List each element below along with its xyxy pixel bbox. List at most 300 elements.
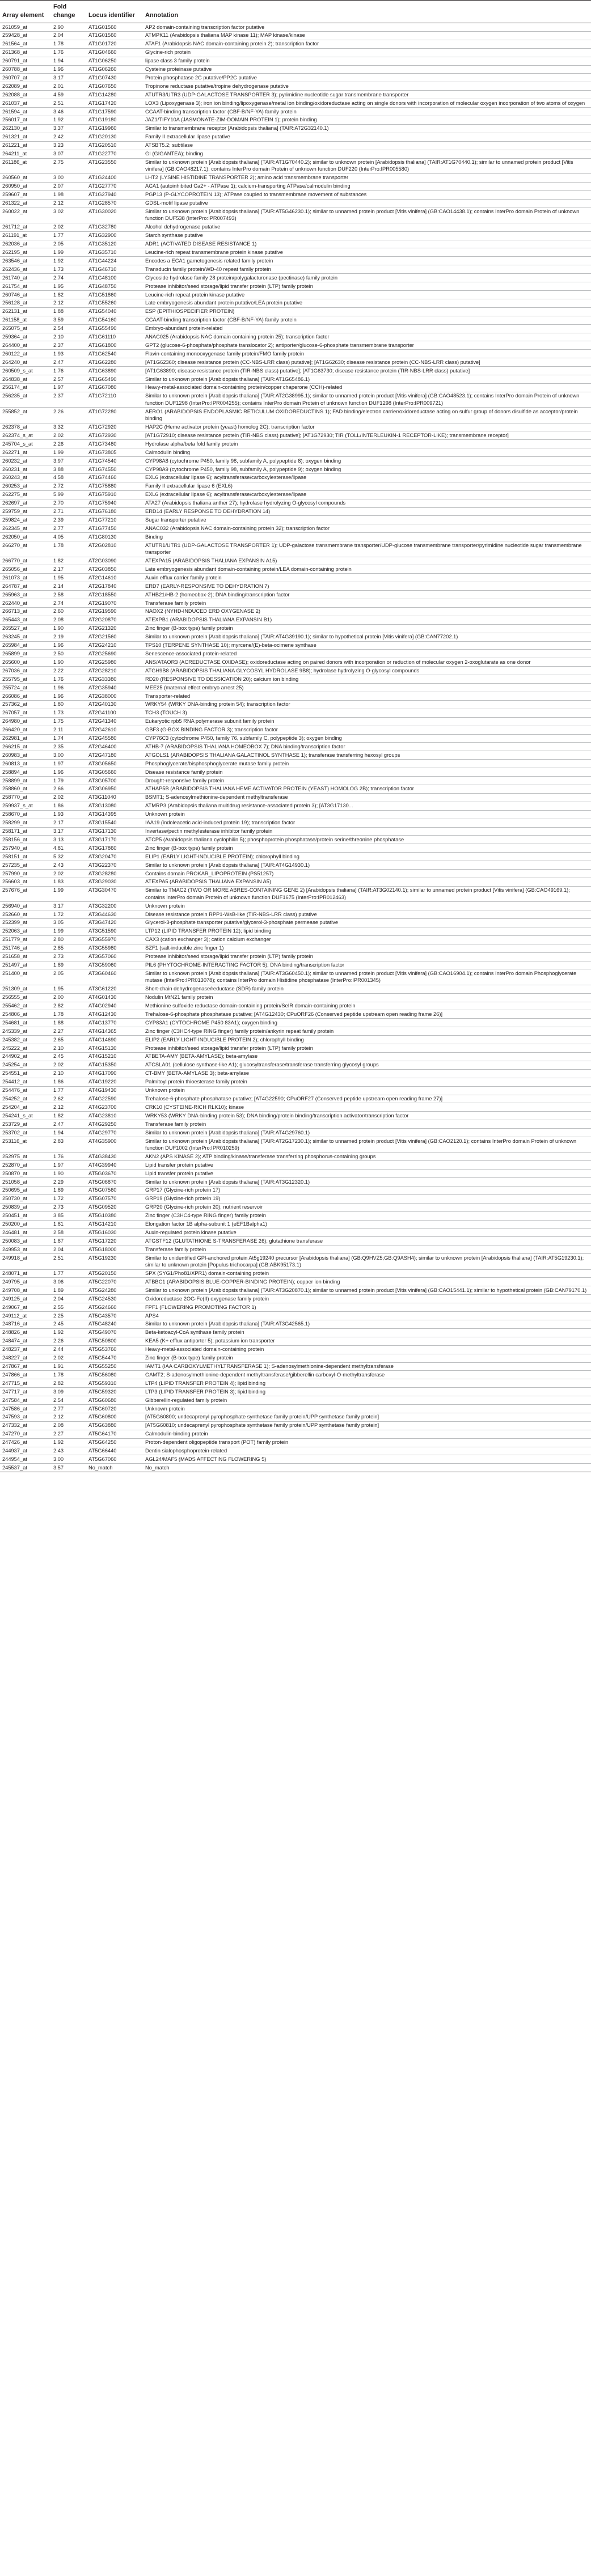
cell-locus-identifier: AT2G25690 [88, 650, 117, 656]
cell-array-element: 256128_at [2, 300, 27, 306]
table-row [0, 1052, 591, 1061]
cell-locus-identifier: AT1G77450 [88, 525, 117, 531]
cell-array-element: 255462_at [2, 1003, 27, 1009]
cell-annotation: Drought-responsive family protein [145, 777, 224, 783]
cell-locus-identifier: AT3G47420 [88, 920, 117, 926]
cell-locus-identifier: AT2G28210 [88, 667, 117, 673]
cell-array-element: 262131_at [2, 308, 27, 315]
cell-locus-identifier: AT1G80130 [88, 533, 117, 540]
table-row [0, 785, 591, 793]
cell-array-element: 262440_at [2, 600, 27, 606]
cell-fold-change: 2.74 [53, 600, 64, 606]
cell-fold-change: 1.90 [53, 659, 64, 665]
cell-locus-identifier: AT4G29250 [88, 1121, 117, 1127]
cell-array-element: 265443_at [2, 617, 27, 623]
cell-locus-identifier: AT1G35710 [88, 249, 117, 255]
cell-fold-change: 2.37 [53, 393, 64, 399]
cell-array-element: 260509_s_at [2, 367, 33, 374]
table-row [0, 1010, 591, 1019]
table-row [0, 574, 591, 582]
cell-annotation: APS4 [145, 1312, 159, 1319]
cell-annotation: Similar to unknown protein [Arabidopsis thaliana] (TAIR:AT3G12320.1) [145, 1179, 310, 1185]
cell-array-element: 249067_at [2, 1304, 27, 1310]
cell-annotation: ATUTR1/UTR1 (UDP-GALACTOSE TRANSPORTER 1); UDP-galactose transmembrane transporter/UDP-glucose transmembrane transporter/pyrimidine nucleotide sugar transmembrane transporter [145, 542, 582, 556]
table-row [0, 1069, 591, 1078]
cell-fold-change: 2.74 [53, 274, 64, 281]
cell-array-element: 266770_at [2, 558, 27, 564]
cell-array-element: 265899_at [2, 650, 27, 656]
table-row [0, 150, 591, 158]
cell-array-element: 263546_at [2, 257, 27, 264]
cell-locus-identifier: AT1G75940 [88, 500, 117, 506]
cell-annotation: Tropinone reductase putative/tropine dehydrogenase putative [145, 83, 289, 89]
table-row [0, 141, 591, 150]
cell-fold-change: 2.77 [53, 525, 64, 531]
table-row [0, 591, 591, 599]
cell-fold-change: 1.97 [53, 760, 64, 766]
cell-locus-identifier: AT5G07560 [88, 1187, 117, 1193]
cell-fold-change: 3.57 [53, 1464, 64, 1471]
cell-array-element: 252399_at [2, 920, 27, 926]
cell-locus-identifier: AT1G44224 [88, 257, 117, 264]
cell-fold-change: 1.81 [53, 1221, 64, 1227]
cell-locus-identifier: AT4G39940 [88, 1162, 117, 1168]
cell-fold-change: 1.98 [53, 192, 64, 198]
cell-annotation: Proton-dependent oligopeptide transport (POT) family protein [145, 1439, 289, 1446]
table-row [0, 944, 591, 952]
cell-locus-identifier: AT1G55260 [88, 300, 117, 306]
cell-fold-change: 1.82 [53, 291, 64, 298]
cell-array-element: 251658_at [2, 954, 27, 960]
cell-locus-identifier: AT3G15540 [88, 820, 117, 826]
cell-array-element: 261221_at [2, 142, 27, 149]
cell-array-element: 247426_at [2, 1439, 27, 1446]
cell-array-element: 251746_at [2, 945, 27, 951]
cell-annotation: Embryo-abundant protein-related [145, 325, 223, 332]
cell-fold-change: 1.92 [53, 1329, 64, 1336]
cell-locus-identifier: AT1G72280 [88, 408, 117, 414]
cell-locus-identifier: AT3G17170 [88, 836, 117, 842]
cell-fold-change: 1.79 [53, 777, 64, 783]
table-row [0, 844, 591, 853]
cell-locus-identifier: AT5G54470 [88, 1355, 117, 1361]
cell-array-element: 262195_at [2, 249, 27, 255]
cell-fold-change: 1.99 [53, 928, 64, 934]
cell-array-element: 248227_at [2, 1355, 27, 1361]
cell-array-element: 264240_at [2, 359, 27, 365]
cell-locus-identifier: AT4G15130 [88, 1045, 117, 1051]
cell-locus-identifier: AT4G15350 [88, 1062, 117, 1068]
cell-array-element: 249708_at [2, 1287, 27, 1293]
cell-annotation: Protease inhibitor/seed storage/lipid transfer protein (LTP) family protein [145, 954, 313, 960]
cell-annotation: ATGH9B8 (ARABIDOPSIS THALIANA GLYCOSYL HYDROLASE 9B8); hydrolase hydrolyzing O-glycosyl compounds [145, 667, 420, 673]
cell-array-element: 261186_at [2, 159, 27, 165]
cell-array-element: 258156_at [2, 836, 27, 842]
cell-array-element: 254551_at [2, 1070, 27, 1077]
cell-fold-change: 1.76 [53, 1153, 64, 1159]
cell-annotation: ELIP2 (EARLY LIGHT-INDUCIBLE PROTEIN 2); chlorophyll binding [145, 1036, 304, 1043]
table-row [0, 291, 591, 299]
cell-annotation: Leucine-rich repeat transmembrane protein kinase putative [145, 249, 283, 255]
cell-annotation: Methionine sulfoxide reductase domain-containing protein/SeIR domain-containing protein [145, 1003, 356, 1009]
cell-locus-identifier: AT2G21320 [88, 625, 117, 632]
cell-locus-identifier: AT5G20150 [88, 1270, 117, 1277]
cell-locus-identifier: AT1G51860 [88, 291, 117, 298]
cell-fold-change: 2.44 [53, 1346, 64, 1353]
cell-array-element: 261059_at [2, 24, 27, 30]
cell-array-element: 250695_at [2, 1187, 27, 1193]
cell-array-element: 265075_at [2, 325, 27, 332]
cell-annotation: ATHAP5B (ARABIDOPSIS THALIANA HEME ACTIVATOR PROTEIN (YEAST) HOMOLOG 2B); transcription factor [145, 786, 414, 792]
table-row [0, 1161, 591, 1170]
cell-fold-change: 3.00 [53, 1456, 64, 1462]
cell-fold-change: 2.12 [53, 1104, 64, 1110]
cell-annotation: lipase class 3 family protein [145, 58, 210, 64]
cell-fold-change: 2.75 [53, 159, 64, 165]
table-row [0, 199, 591, 207]
cell-annotation: Zinc finger (B-box type) family protein [145, 845, 233, 851]
cell-locus-identifier: AT3G05650 [88, 760, 117, 766]
cell-fold-change: 1.99 [53, 249, 64, 255]
table-row [0, 499, 591, 507]
cell-array-element: 256603_at [2, 879, 27, 885]
cell-array-element: 266270_at [2, 542, 27, 548]
cell-fold-change: 1.78 [53, 1011, 64, 1017]
cell-array-element: 260746_at [2, 291, 27, 298]
cell-annotation: Similar to unknown protein [Arabidopsis thaliana] (TAIR:AT1G65486.1) [145, 376, 310, 382]
cell-array-element: 257676_at [2, 887, 27, 893]
cell-locus-identifier: AT5G24530 [88, 1295, 117, 1302]
cell-fold-change: 1.86 [53, 803, 64, 809]
cell-fold-change: 2.51 [53, 100, 64, 106]
cell-fold-change: 1.96 [53, 684, 64, 690]
cell-fold-change: 1.73 [53, 710, 64, 716]
table-row [0, 524, 591, 533]
table-row [0, 582, 591, 591]
cell-annotation: Similar to unknown protein [Arabidopsis thaliana] (TAIR:AT3G60450.1); similar to unnamed protein product [Vitis vinifera] (GB:CAO16904.1); contains InterPro domain Phosphoglycerate mutase (InterPro:IPR013078); contains InterPro domain Histidine phosphatase (InterPro:IPR001345) [145, 970, 577, 984]
table-row [0, 1286, 591, 1295]
cell-array-element: 248237_at [2, 1346, 27, 1353]
cell-array-element: 265527_at [2, 625, 27, 632]
cell-fold-change: 5.99 [53, 492, 64, 498]
table-row [0, 1413, 591, 1421]
cell-annotation: Protease inhibitor/seed storage/lipid transfer protein (LTP) family protein [145, 1045, 313, 1051]
cell-array-element: 251058_at [2, 1179, 27, 1185]
cell-fold-change: 2.08 [53, 617, 64, 623]
cell-locus-identifier: AT5G18000 [88, 1246, 117, 1252]
cell-array-element: 248071_at [2, 1270, 27, 1277]
table-row [0, 1269, 591, 1278]
cell-annotation: ATUTR3/UTR3 (UDP-GALACTOSE TRANSPORTER 3); pyrimidine nucleotide sugar transmembrane transporter [145, 91, 409, 98]
cell-fold-change: 2.43 [53, 862, 64, 868]
cell-annotation: Oxidoreductase 2OG-Fe(II) oxygenase family protein [145, 1295, 269, 1302]
cell-array-element: 261158_at [2, 317, 27, 323]
cell-annotation: LTP4 (LIPID TRANSFER PROTEIN 4); lipid binding [145, 1380, 266, 1386]
cell-array-element: 264787_at [2, 583, 27, 589]
cell-annotation: Phosphoglycerate/bisphosphoglycerate mutase family protein [145, 760, 289, 766]
cell-locus-identifier: AT2G24210 [88, 642, 117, 649]
table-row [0, 734, 591, 743]
cell-fold-change: 1.76 [53, 49, 64, 56]
table-row [0, 1421, 591, 1430]
cell-locus-identifier: AT1G20130 [88, 134, 117, 140]
cell-locus-identifier: AT5G06870 [88, 1179, 117, 1185]
table-row [0, 658, 591, 667]
cell-array-element: 262378_at [2, 424, 27, 430]
table-row [0, 1220, 591, 1228]
cell-annotation: Eukaryotic rpb5 RNA polymerase subunit family protein [145, 718, 275, 724]
cell-locus-identifier: AT5G16030 [88, 1230, 117, 1235]
cell-annotation: RD20 (RESPONSIVE TO DESSICATION 20); calcium ion binding [145, 676, 299, 682]
cell-locus-identifier: AT5G24660 [88, 1304, 117, 1310]
table-row [0, 793, 591, 802]
cell-annotation: EXL6 (extracellular lipase 6); acyltransferase/carboxylesterase/lipase [145, 492, 307, 498]
cell-array-element: 262697_at [2, 500, 27, 506]
cell-locus-identifier: AT5G48240 [88, 1321, 117, 1327]
cell-annotation: CCAAT-binding transcription factor (CBF-B/NF-YA) family protein [145, 108, 297, 115]
cell-locus-identifier: AT1G67080 [88, 384, 117, 391]
cell-fold-change: 2.58 [53, 1230, 64, 1235]
cell-annotation: ATBBC1 (ARABIDOPSIS BLUE-COPPER-BINDING PROTEIN); copper ion binding [145, 1278, 340, 1285]
table-row [0, 1237, 591, 1245]
cell-annotation: Heavy-metal-associated domain-containing protein/copper chaperone (CCH)-related [145, 384, 343, 391]
cell-array-element: 261594_at [2, 108, 27, 115]
cell-fold-change: 1.96 [53, 642, 64, 649]
cell-fold-change: 2.54 [53, 325, 64, 332]
cell-fold-change: 1.97 [53, 1162, 64, 1168]
table-row [0, 1312, 591, 1320]
cell-array-element: 259607_at [2, 192, 27, 198]
cell-locus-identifier: AT3G51590 [88, 928, 117, 934]
cell-fold-change: 2.26 [53, 408, 64, 414]
table-row [0, 99, 591, 108]
cell-array-element: 261712_at [2, 224, 27, 230]
cell-fold-change: 1.93 [53, 811, 64, 817]
cell-fold-change: 1.92 [53, 257, 64, 264]
table-row [0, 423, 591, 431]
cell-array-element: 248826_at [2, 1329, 27, 1336]
cell-fold-change: 2.39 [53, 516, 64, 523]
cell-fold-change: 1.99 [53, 887, 64, 893]
cell-annotation: ATEXPA5 (ARABIDOPSIS THALIANA EXPANSIN A5) [145, 879, 271, 885]
cell-array-element: 249125_at [2, 1295, 27, 1302]
cell-annotation: CT-BMY (BETA-AMYLASE 3); beta-amylase [145, 1070, 250, 1077]
cell-locus-identifier: AT1G73480 [88, 440, 117, 447]
cell-locus-identifier: AT1G54160 [88, 317, 117, 323]
cell-locus-identifier: AT1G73805 [88, 449, 117, 455]
cell-annotation: Lipid transfer protein putative [145, 1170, 213, 1176]
cell-fold-change: 1.89 [53, 1187, 64, 1193]
cell-annotation: PGP13 (P-GLYCOPROTEIN 13); ATPase coupled to transmembrane movement of substances [145, 192, 367, 198]
cell-annotation: GDSL-motif lipase putative [145, 200, 208, 206]
table-row [0, 367, 591, 375]
cell-fold-change: 1.87 [53, 1238, 64, 1244]
cell-array-element: 263245_at [2, 634, 27, 640]
cell-array-element: 254252_at [2, 1096, 27, 1101]
cell-annotation: ATGOLS1 (ARABIDOPSIS THALIANA GALACTINOL SYNTHASE 1); transferase transferring hexosyl groups [145, 752, 400, 758]
cell-locus-identifier: AT1G65490 [88, 376, 117, 382]
cell-annotation: Cysteine proteinase putative [145, 66, 212, 73]
cell-fold-change: 2.10 [53, 1070, 64, 1077]
cell-fold-change: 3.00 [53, 175, 64, 181]
table-row [0, 1186, 591, 1194]
table-row [0, 375, 591, 384]
cell-fold-change: 3.09 [53, 1388, 64, 1395]
cell-fold-change: 2.02 [53, 1062, 64, 1068]
table-row [0, 23, 591, 32]
cell-fold-change: 1.90 [53, 625, 64, 632]
cell-annotation: Zinc finger (C3HC4-type RING finger) family protein [145, 1213, 266, 1219]
cell-array-element: 259824_at [2, 516, 27, 523]
header-array-element: Array element [0, 1, 51, 23]
cell-array-element: 260232_at [2, 457, 27, 464]
cell-locus-identifier: AT3G05700 [88, 777, 117, 783]
cell-annotation: Unknown protein [145, 1087, 185, 1094]
cell-array-element: 256235_at [2, 393, 27, 399]
table-row [0, 1388, 591, 1396]
cell-annotation: SZF1 (salt-inducible zinc finger 1) [145, 945, 224, 951]
cell-fold-change: 1.89 [53, 962, 64, 968]
table-row [0, 257, 591, 265]
table-row [0, 853, 591, 861]
cell-annotation: GAMT2; S-adenosylmethionine-dependent methyltransferase/gibberellin carboxyl-O-methyltransferase [145, 1371, 385, 1378]
cell-annotation: Gibberellin-regulated family protein [145, 1397, 227, 1403]
cell-fold-change: 1.86 [53, 1079, 64, 1085]
cell-array-element: 262374_s_at [2, 432, 33, 438]
cell-array-element: 260231_at [2, 466, 27, 472]
table-row [0, 1027, 591, 1036]
cell-locus-identifier: AT2G40130 [88, 701, 117, 707]
cell-locus-identifier: AT5G60680 [88, 1397, 117, 1403]
cell-annotation: Encodes a ECA1 gametogenesis related family protein [145, 257, 273, 264]
cell-annotation: GPT2 (glucose-6-phosphate/phosphate translocator 2); antiporter/glucose-6-phosphate transmembrane transporter [145, 342, 414, 348]
table-row [0, 1254, 591, 1269]
cell-fold-change: 2.02 [53, 224, 64, 230]
cell-array-element: 245254_at [2, 1062, 27, 1068]
cell-locus-identifier: AT1G62280 [88, 359, 117, 365]
cell-array-element: 244937_at [2, 1448, 27, 1454]
cell-locus-identifier: AT4G02940 [88, 1003, 117, 1009]
cell-array-element: 266420_at [2, 727, 27, 733]
cell-annotation: NAOX2 (NYHD-INDUCED ERD OXYGENASE 2) [145, 608, 261, 615]
cell-locus-identifier: AT1G55490 [88, 325, 117, 332]
table-row [0, 760, 591, 768]
cell-array-element: 249953_at [2, 1246, 27, 1252]
cell-fold-change: 4.81 [53, 845, 64, 851]
cell-fold-change: 2.19 [53, 634, 64, 640]
cell-annotation: Similar to unknown protein [Arabidopsis thaliana] (TAIR:AT3G20870.1); similar to unnamed protein product [Vitis vinifera] (GB:CAO15441.1); similar to hypothetical protein (GB:CAN79170.1) [145, 1287, 587, 1293]
cell-array-element: 265600_at [2, 659, 27, 665]
table-row [0, 902, 591, 910]
table-row [0, 624, 591, 633]
cell-fold-change: 1.96 [53, 769, 64, 775]
cell-array-element: 258299_at [2, 820, 27, 826]
cell-array-element: 246481_at [2, 1230, 27, 1235]
cell-fold-change: 2.50 [53, 650, 64, 656]
cell-locus-identifier: AT2G41100 [88, 710, 116, 716]
table-row [0, 861, 591, 870]
cell-fold-change: 2.17 [53, 820, 64, 826]
cell-locus-identifier: AT3G14395 [88, 811, 117, 817]
table-row [0, 274, 591, 282]
table-row [0, 927, 591, 935]
cell-fold-change: 2.83 [53, 1138, 64, 1144]
table-row [0, 1086, 591, 1095]
table-row [0, 448, 591, 457]
cell-fold-change: 2.27 [53, 1028, 64, 1034]
cell-locus-identifier: AT5G64250 [88, 1439, 117, 1446]
cell-array-element: 249795_at [2, 1278, 27, 1285]
cell-fold-change: 1.95 [53, 283, 64, 289]
cell-locus-identifier: AT5G66440 [88, 1448, 117, 1454]
cell-locus-identifier: AT3G32200 [88, 903, 117, 909]
cell-annotation: Auxin efflux carrier family protein [145, 574, 222, 581]
cell-locus-identifier: AT4G23810 [88, 1112, 117, 1118]
table-row [0, 1211, 591, 1220]
cell-array-element: 250870_at [2, 1170, 27, 1176]
cell-array-element: 257990_at [2, 870, 27, 876]
cell-annotation: Lipid transfer protein putative [145, 1162, 213, 1168]
cell-array-element: 245704_s_at [2, 440, 33, 447]
cell-array-element: 247715_at [2, 1380, 27, 1386]
cell-annotation: Zinc finger (C3HC4-type RING finger) family protein/ankyrin repeat family protein [145, 1028, 334, 1034]
cell-annotation: CYP76C3 (cytochrome P450, family 76, subfamily C, polypeptide 3); oxygen binding [145, 735, 342, 742]
table-row [0, 341, 591, 350]
table-row [0, 819, 591, 827]
table-row [0, 173, 591, 182]
cell-fold-change: 2.45 [53, 1053, 64, 1060]
cell-locus-identifier: AT4G01430 [88, 994, 117, 1001]
cell-annotation: HAP2C (Heme activator protein (yeast) homolog 2C); transcription factor [145, 424, 315, 430]
cell-fold-change: 2.07 [53, 183, 64, 189]
cell-annotation: ATSBT5.2; subtilase [145, 142, 193, 149]
table-row [0, 383, 591, 392]
cell-annotation: Alcohol dehydrogenase putative [145, 224, 221, 230]
cell-fold-change: 1.90 [53, 1170, 64, 1176]
cell-annotation: LHT2 (LYSINE HISTIDINE TRANSPORTER 2); amino acid transmembrane transporter [145, 175, 349, 181]
cell-annotation: Similar to TMAC2 (TWO OR MORE ABRES-CONTAINING GENE 2) [Arabidopsis thaliana] (TAIR:AT3G02140.1); similar to unnamed protein product [Vitis vinifera] (GB:CAO49169.1); contains InterPro domain Protein of unknown function DUF1675 (InterPro:IPR012463) [145, 887, 570, 900]
cell-fold-change: 1.93 [53, 350, 64, 357]
cell-fold-change: 2.72 [53, 483, 64, 489]
table-row [0, 1002, 591, 1010]
cell-array-element: 261564_at [2, 41, 27, 47]
table-row [0, 207, 591, 223]
cell-locus-identifier: AT1G32900 [88, 232, 117, 239]
cell-locus-identifier: AT3G13080 [88, 803, 117, 809]
cell-locus-identifier: AT3G29030 [88, 879, 117, 885]
cell-fold-change: 1.82 [53, 558, 64, 564]
table-row [0, 1078, 591, 1086]
cell-array-element: 258770_at [2, 794, 27, 800]
table-row [0, 108, 591, 116]
cell-locus-identifier: AT4G17090 [88, 1070, 117, 1077]
cell-array-element: 260707_at [2, 74, 27, 80]
cell-annotation: Starch synthase putative [145, 232, 203, 239]
cell-locus-identifier: No_match [88, 1464, 113, 1471]
cell-array-element: 258860_at [2, 786, 27, 792]
cell-array-element: 255852_at [2, 408, 27, 414]
cell-locus-identifier: AT5G22070 [88, 1278, 117, 1285]
cell-locus-identifier: AT2G17840 [88, 583, 117, 589]
cell-array-element: 255724_at [2, 684, 27, 690]
cell-array-element: 256555_at [2, 994, 27, 1001]
cell-annotation: ATAF1 (Arabidopsis NAC domain-containing protein 2); transcription factor [145, 41, 319, 47]
cell-array-element: 244954_at [2, 1456, 27, 1462]
cell-locus-identifier: AT5G03670 [88, 1170, 117, 1176]
cell-array-element: 262275_at [2, 492, 27, 498]
cell-fold-change: 1.88 [53, 308, 64, 315]
cell-fold-change: 2.05 [53, 970, 64, 976]
